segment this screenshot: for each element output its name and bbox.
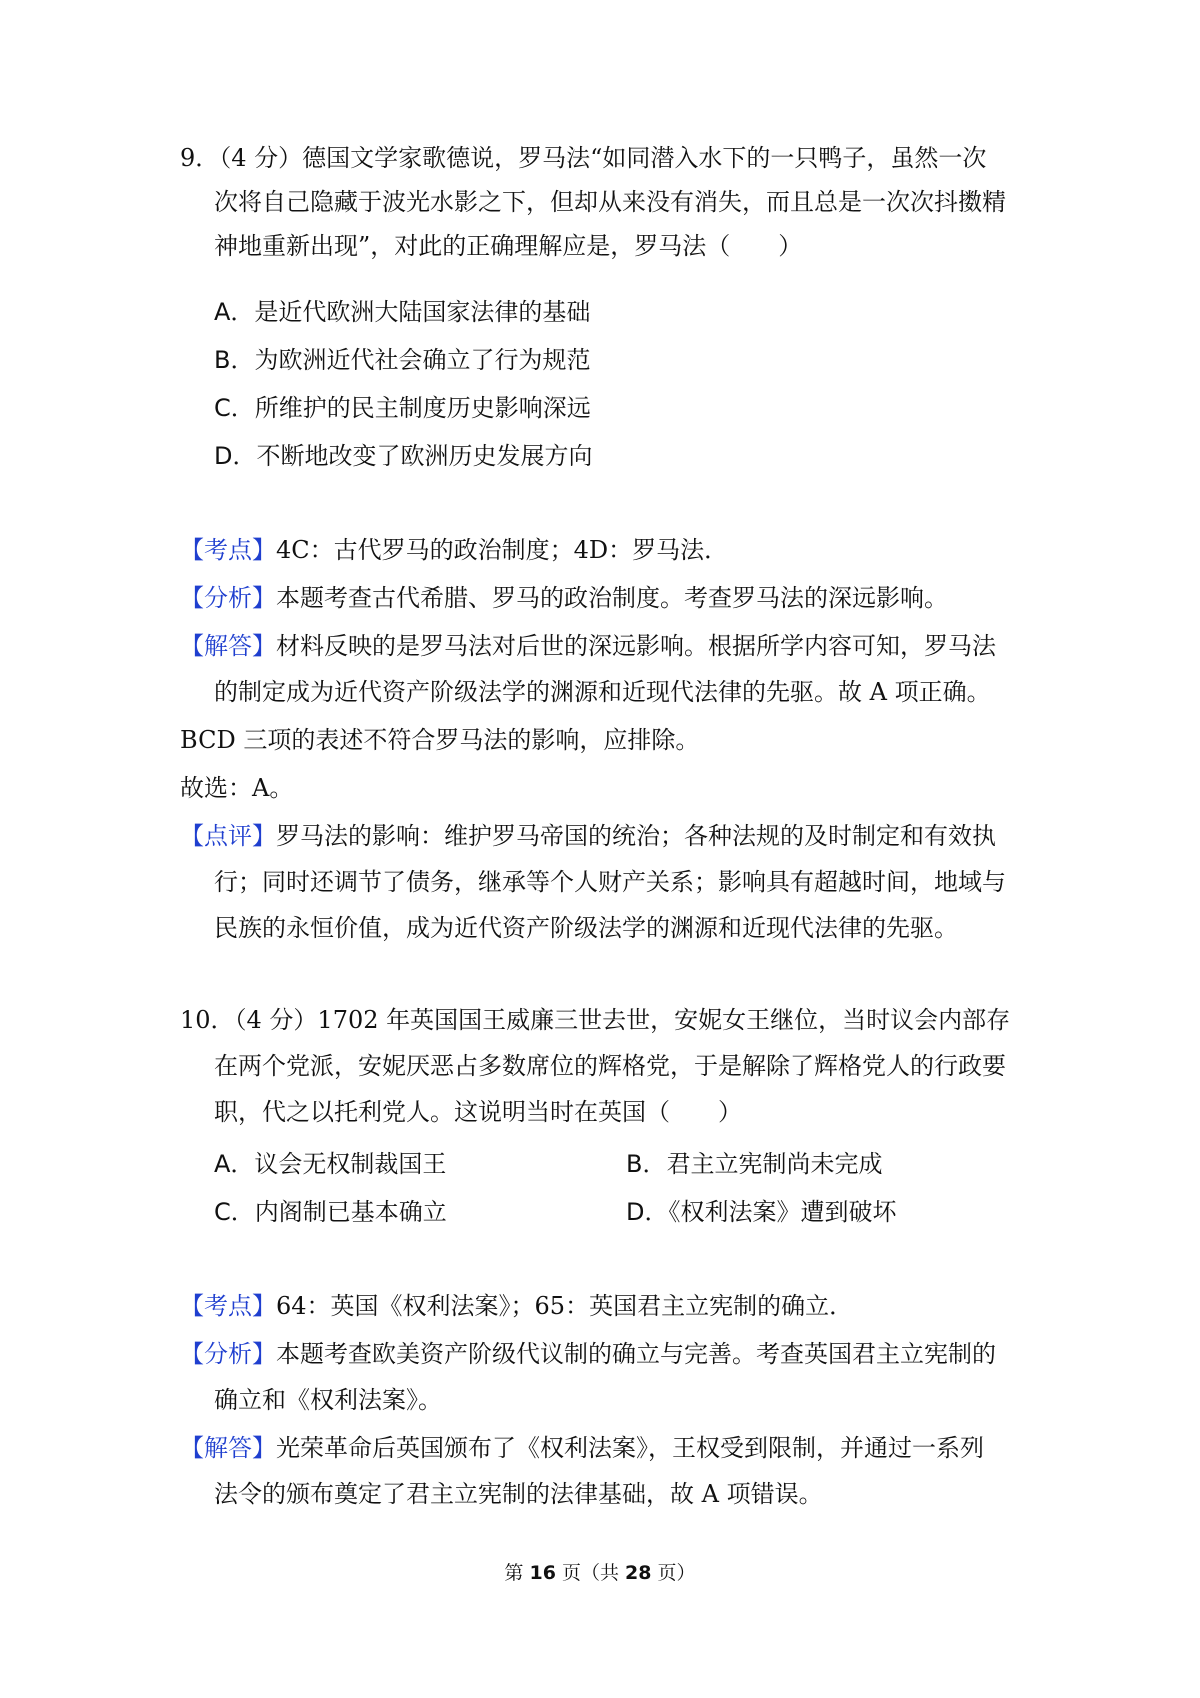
q9-kaodian-tag: 【考点】 <box>180 536 276 564</box>
q9-option-a-text: 是近代欧洲大陆国家法律的基础 <box>254 298 591 326</box>
q9-dianping-line-2: 行；同时还调节了债务，继承等个人财产关系；影响具有超越时间，地域与 <box>214 868 1006 896</box>
q10-kaodian-text: 64：英国《权利法案》；65：英国君主立宪制的确立． <box>276 1292 854 1320</box>
q9-option-a <box>214 296 590 328</box>
q10-jieda-line-2: 法令的颁布奠定了君主立宪制的法律基础，故 A 项错误。 <box>214 1480 823 1508</box>
q9-answer: 故选：A。 <box>180 774 294 802</box>
q10-option-b <box>626 1148 882 1180</box>
q9-jieda-line-2: 的制定成为近代资产阶级法学的渊源和近现代法律的先驱。故 A 项正确。 <box>214 678 991 706</box>
q9-stem-line-1: 9．（4 分）德国文学家歌德说，罗马法“如同潜入水下的一只鸭子，虽然一次 <box>180 144 987 172</box>
page-footer <box>0 1558 1200 1585</box>
q10-option-d <box>626 1196 896 1228</box>
q9-fenxi-tag: 【分析】 <box>180 584 276 612</box>
footer-total-pages: 28 <box>625 1562 652 1584</box>
q10-option-d-letter: D． <box>626 1198 669 1226</box>
q9-stem-line-2: 次将自己隐藏于波光水影之下，但却从来没有消失，而且总是一次次抖擞精 <box>214 188 1006 216</box>
q9-option-d <box>214 440 592 472</box>
q10-option-a-letter: A． <box>214 1150 255 1178</box>
q9-jieda-line-3: BCD 三项的表述不符合罗马法的影响，应排除。 <box>180 726 700 754</box>
q10-fenxi-line-2: 确立和《权利法案》。 <box>214 1386 442 1414</box>
q9-dianping-tag: 【点评】 <box>180 822 276 850</box>
q10-fenxi <box>180 1338 996 1370</box>
q9-option-c-text: 所维护的民主制度历史影响深远 <box>254 394 591 422</box>
q9-jieda-text-1: 材料反映的是罗马法对后世的深远影响。根据所学内容可知，罗马法 <box>276 632 996 660</box>
q10-option-a <box>214 1148 446 1180</box>
q9-option-b <box>214 344 590 376</box>
q10-option-b-letter: B． <box>626 1150 667 1178</box>
q9-dianping-line-3: 民族的永恒价值，成为近代资产阶级法学的渊源和近现代法律的先驱。 <box>214 914 958 942</box>
q10-fenxi-text-1: 本题考查欧美资产阶级代议制的确立与完善。考查英国君主立宪制的 <box>276 1340 996 1368</box>
q10-jieda-text-1: 光荣革命后英国颁布了《权利法案》，王权受到限制，并通过一系列 <box>276 1434 984 1462</box>
footer-suffix: 页） <box>657 1562 696 1584</box>
q9-option-a-letter: A． <box>214 298 255 326</box>
footer-page-number: 16 <box>529 1562 556 1584</box>
q9-option-b-letter: B． <box>214 346 255 374</box>
q10-stem-line-1: 10．（4 分）1702 年英国国王威廉三世去世，安妮女王继位，当时议会内部存 <box>180 1006 1011 1034</box>
q10-jieda-tag: 【解答】 <box>180 1434 276 1462</box>
q9-kaodian <box>180 534 728 566</box>
q9-kaodian-text: 4C：古代罗马的政治制度；4D：罗马法． <box>276 536 729 564</box>
q9-jieda-tag: 【解答】 <box>180 632 276 660</box>
q9-option-c <box>214 392 591 424</box>
q10-jieda <box>180 1432 984 1464</box>
q10-kaodian <box>180 1290 853 1322</box>
q9-stem-line-3: 神地重新出现”，对此的正确理解应是，罗马法（ ） <box>214 232 803 260</box>
q10-option-b-text: 君主立宪制尚未完成 <box>666 1150 883 1178</box>
q10-kaodian-tag: 【考点】 <box>180 1292 276 1320</box>
q10-option-c-text: 内阁制已基本确立 <box>254 1198 447 1226</box>
q9-option-b-text: 为欧洲近代社会确立了行为规范 <box>254 346 591 374</box>
q10-stem-line-2: 在两个党派，安妮厌恶占多数席位的辉格党，于是解除了辉格党人的行政要 <box>214 1052 1006 1080</box>
q10-option-a-text: 议会无权制裁国王 <box>254 1150 447 1178</box>
q9-option-d-text: 不断地改变了欧洲历史发展方向 <box>256 442 593 470</box>
q9-dianping <box>180 820 996 852</box>
footer-mid: 页（共 <box>561 1562 619 1584</box>
q9-dianping-text-1: 罗马法的影响：维护罗马帝国的统治；各种法规的及时制定和有效执 <box>276 822 996 850</box>
q9-fenxi-text: 本题考查古代希腊、罗马的政治制度。考查罗马法的深远影响。 <box>276 584 948 612</box>
q10-option-c <box>214 1196 447 1228</box>
q9-fenxi <box>180 582 948 614</box>
q10-fenxi-tag: 【分析】 <box>180 1340 276 1368</box>
q9-option-c-letter: C． <box>214 394 255 422</box>
q10-option-c-letter: C． <box>214 1198 255 1226</box>
q10-stem-line-3: 职，代之以托利党人。这说明当时在英国（ ） <box>214 1098 742 1126</box>
footer-prefix: 第 <box>504 1562 524 1584</box>
q9-option-d-letter: D． <box>214 442 257 470</box>
q9-jieda <box>180 630 996 662</box>
q10-option-d-text: 《权利法案》遭到破坏 <box>668 1198 897 1226</box>
